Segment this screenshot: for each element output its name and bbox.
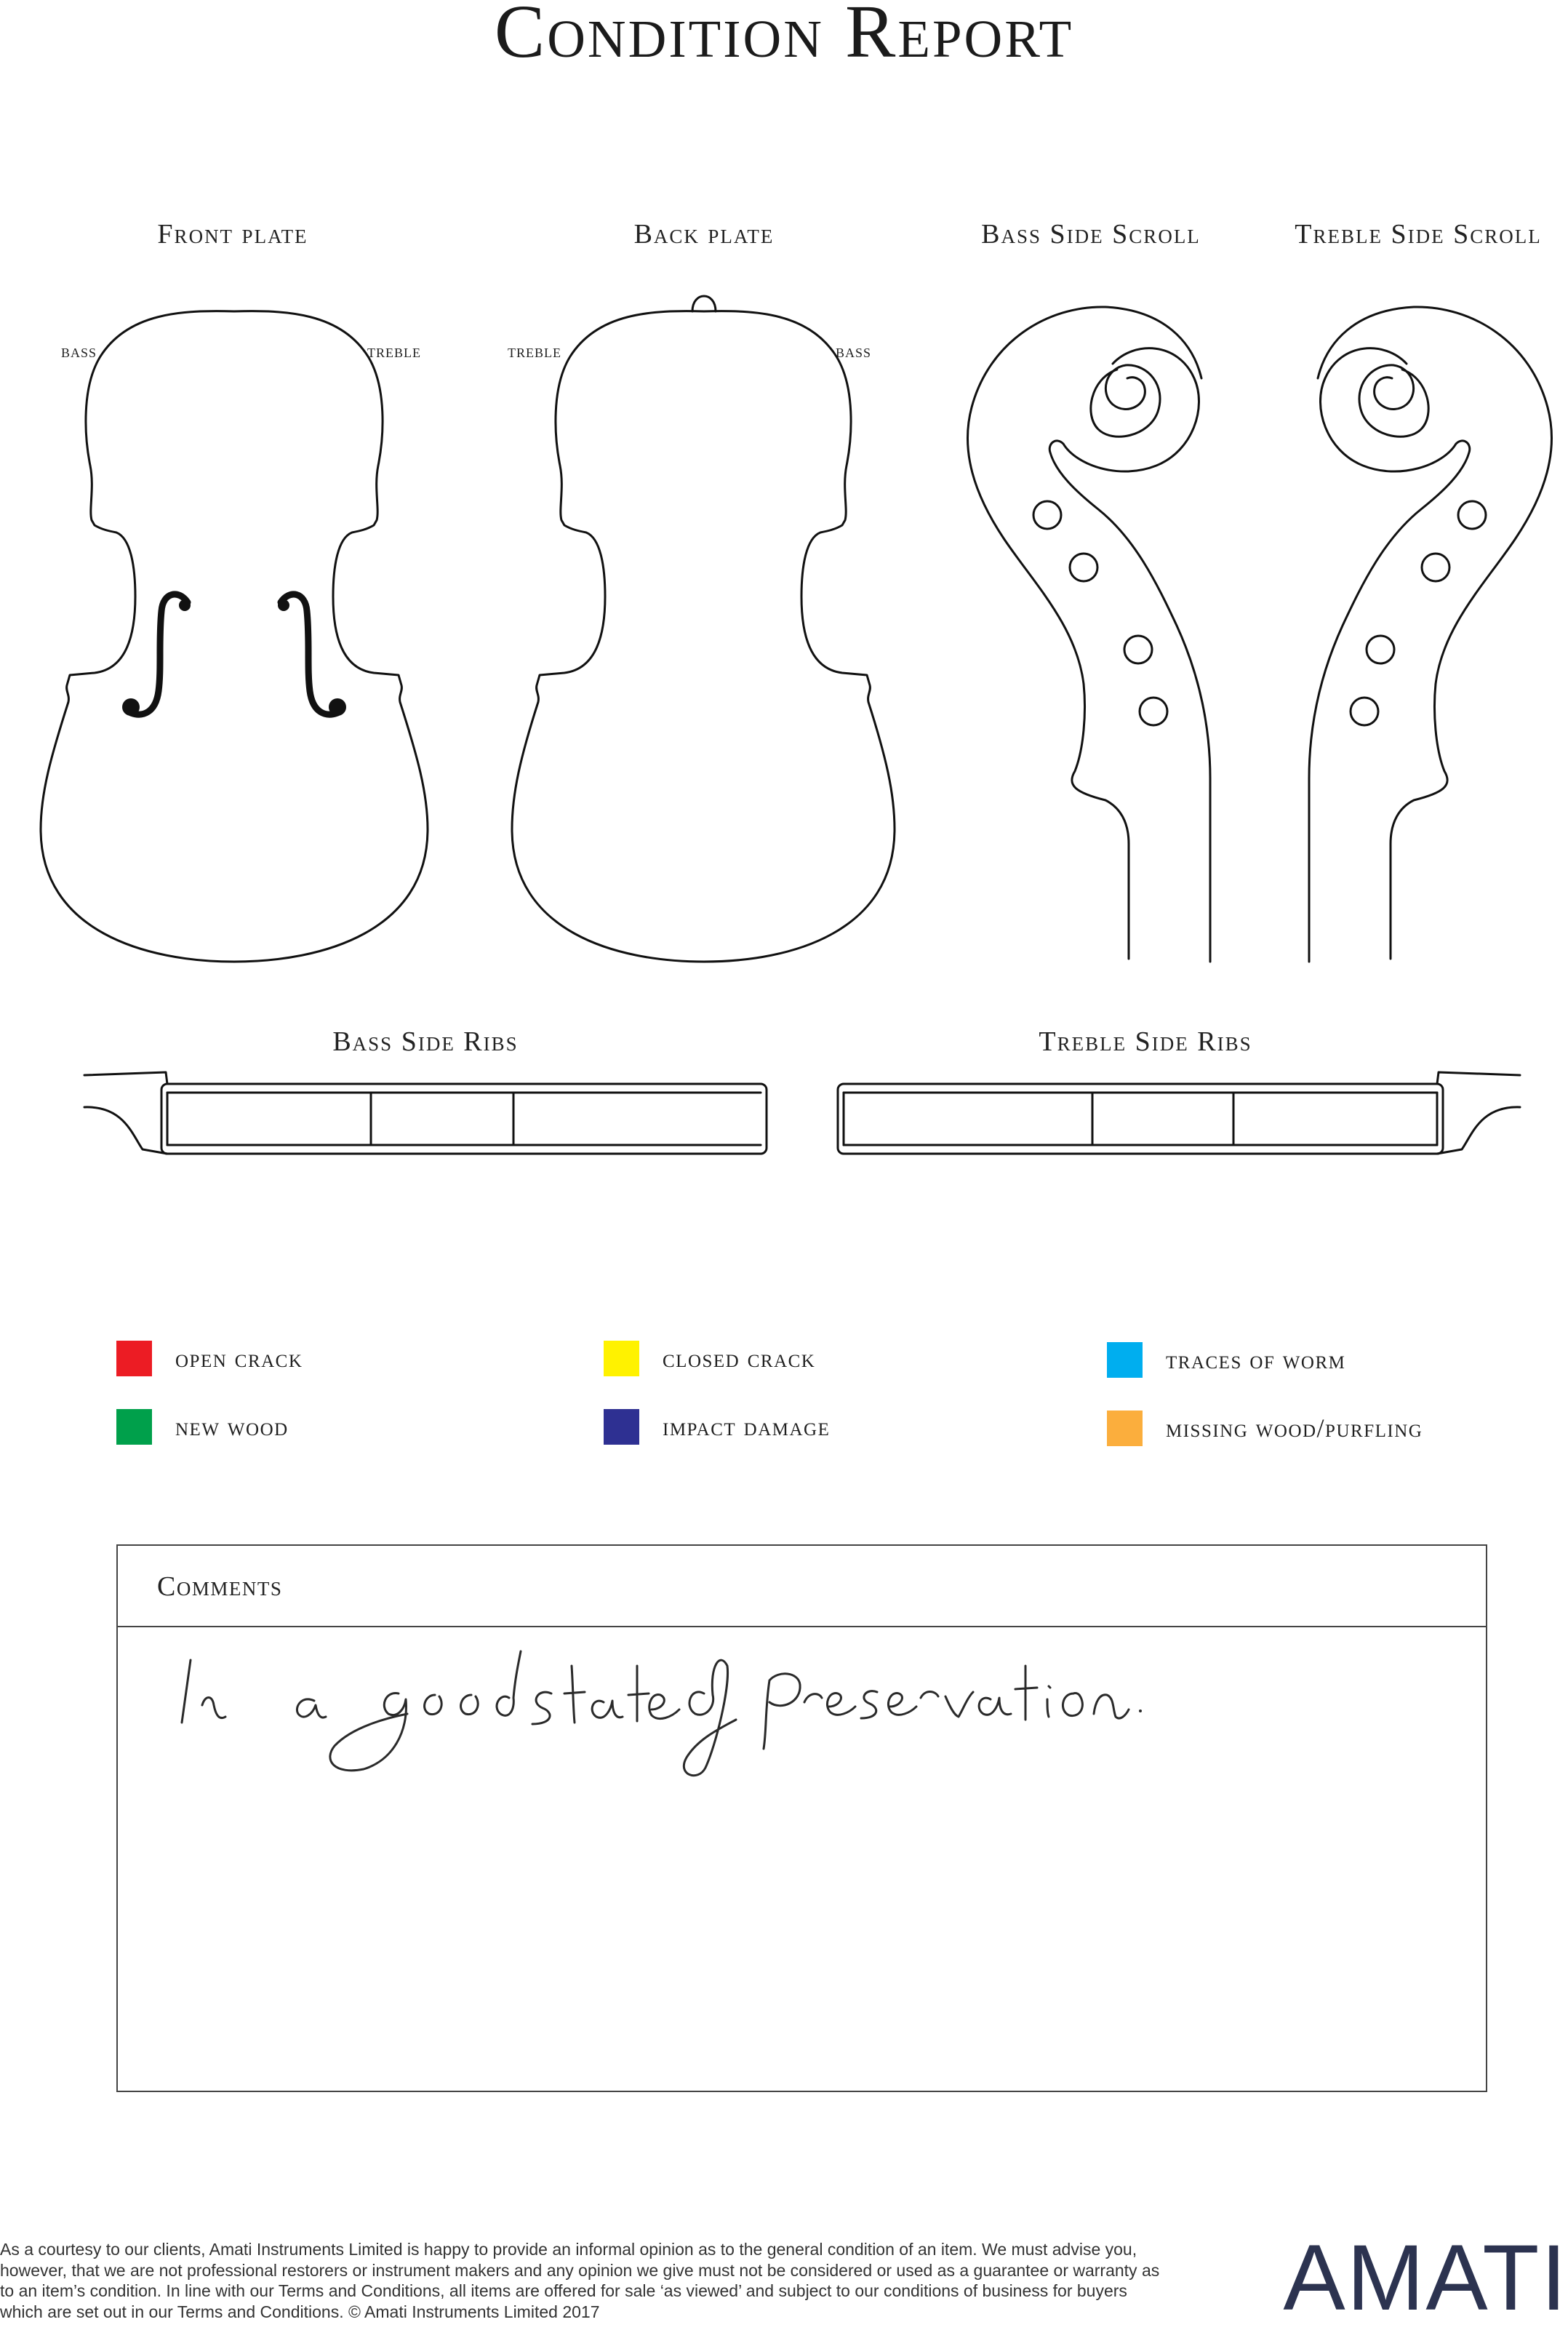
legend-label: closed crack (663, 1344, 816, 1373)
legend-item-traces-of-worm (1107, 1341, 1345, 1378)
swatch-red-icon (116, 1341, 152, 1376)
peg-hole-1-icon (1033, 501, 1061, 529)
bass-side-ribs-outline (84, 1072, 767, 1154)
legend-item-new-wood (116, 1408, 289, 1445)
treble-side-scroll-outline (1309, 307, 1552, 962)
disclaimer-text: As a courtesy to our clients, Amati Instruments Limited is happy to provide an informal opinion as to the general condition of an item. We must advise you, however, that we are not professional restorers or instrument makers and any opinion we give must not be considered or used as a guarantee or warranty as to an item’s condition. In line with our Terms and Conditions, all items are offered for sale ‘as viewed’ and subject to our conditions of business for buyers which are set out in our Terms and Conditions. © Amati Instruments Limited 2017 (0, 2240, 1160, 2321)
bass-side-ribs-label: Bass Side Ribs (332, 1026, 519, 1057)
bass-side-scroll-outline (967, 307, 1210, 962)
peg-hole-2-icon (1070, 554, 1097, 581)
peg-hole-6-icon (1422, 554, 1449, 581)
swatch-orange-icon (1107, 1411, 1143, 1446)
front-plate-label: Front plate (157, 219, 308, 250)
swatch-green-icon (116, 1409, 152, 1445)
legend-label: new wood (175, 1412, 289, 1441)
bass-side-scroll-label: Bass Side Scroll (981, 219, 1201, 250)
f-hole-right-icon (278, 594, 346, 716)
treble-side-scroll-label: Treble Side Scroll (1295, 219, 1542, 250)
legend-item-impact-damage (604, 1408, 830, 1445)
comments-box (116, 1544, 1487, 2092)
f-hole-left-icon (122, 594, 191, 716)
peg-hole-4-icon (1140, 698, 1167, 725)
peg-hole-3-icon (1124, 636, 1152, 663)
page-title: Condition Report (494, 0, 1074, 73)
swatch-navy-icon (604, 1409, 639, 1445)
legend-label: impact damage (663, 1412, 831, 1441)
treble-side-ribs-label: Treble Side Ribs (1039, 1026, 1252, 1057)
swatch-yellow-icon (604, 1341, 639, 1376)
legend-label: traces of worm (1166, 1345, 1346, 1374)
peg-hole-5-icon (1458, 501, 1486, 529)
legend-label: open crack (175, 1344, 303, 1373)
front-treble-label: treble (367, 342, 421, 362)
front-plate-outline (41, 311, 428, 962)
amati-logo: AMATI (1283, 2226, 1568, 2330)
back-treble-label: treble (508, 342, 561, 362)
treble-side-ribs-outline (838, 1072, 1520, 1154)
comments-label: Comments (157, 1571, 283, 1602)
peg-hole-8-icon (1351, 698, 1378, 725)
back-plate-outline (512, 296, 895, 962)
comments-header (118, 1546, 1486, 1627)
legend-item-closed-crack (604, 1340, 815, 1376)
back-plate-label: Back plate (633, 219, 775, 250)
back-button-icon (692, 296, 716, 311)
front-bass-label: bass (61, 342, 97, 362)
swatch-cyan-icon (1107, 1342, 1143, 1378)
back-bass-label: bass (836, 342, 872, 362)
legend-label: missing wood/purfling (1166, 1413, 1423, 1443)
legend-item-missing-wood-purfling (1107, 1410, 1423, 1446)
peg-hole-7-icon (1367, 636, 1394, 663)
legend-item-open-crack (116, 1340, 303, 1376)
